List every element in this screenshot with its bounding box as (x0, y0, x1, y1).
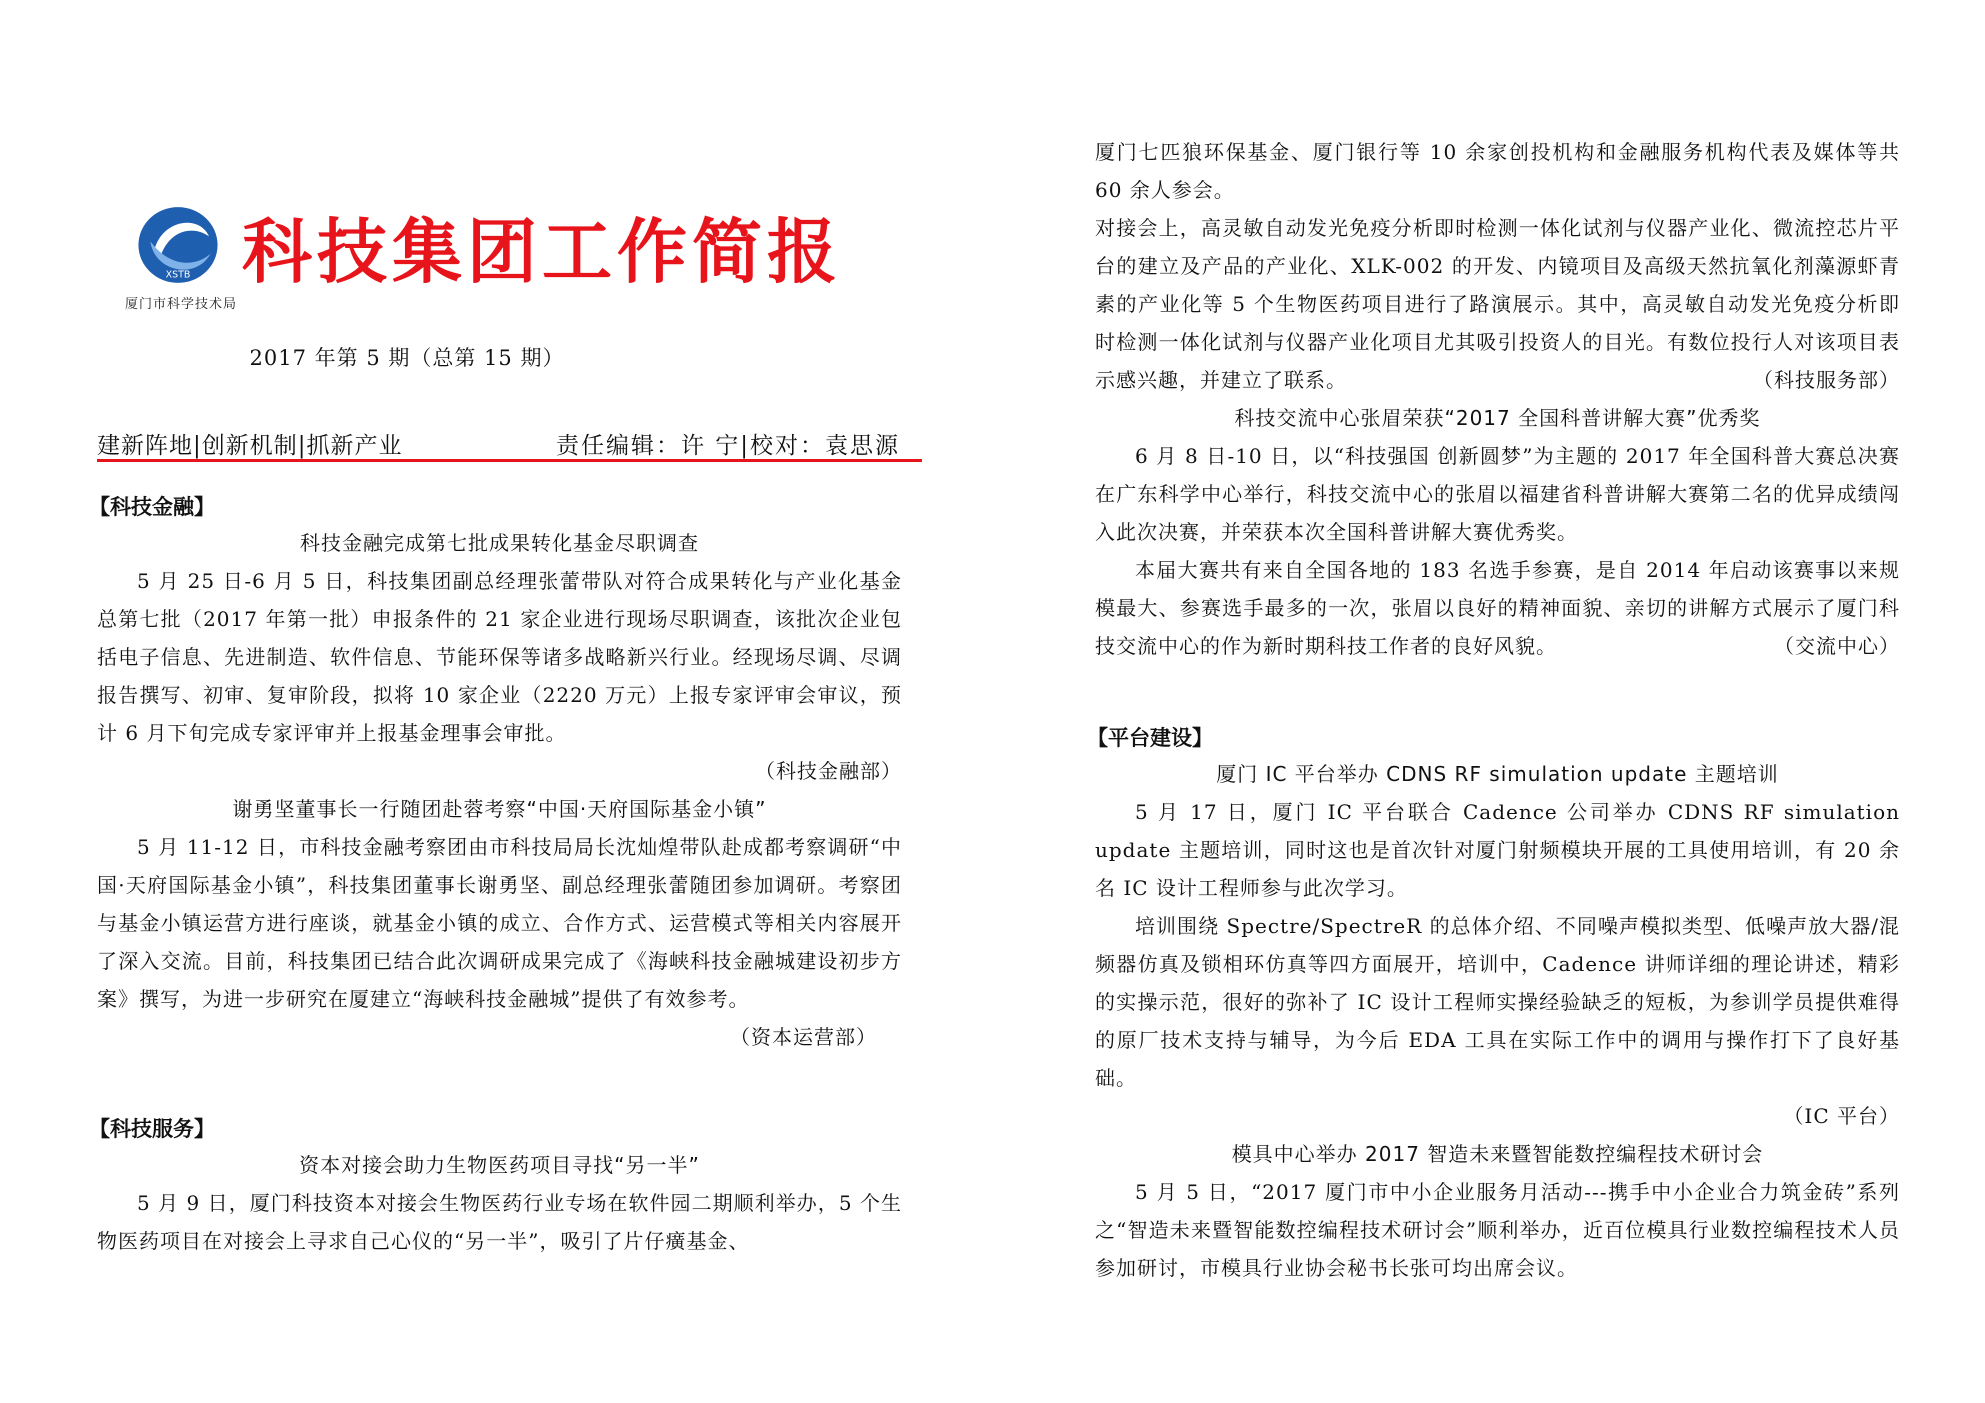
article-paragraph: 培训围绕 Spectre/SpectreR 的总体介绍、不同噪声模拟类型、低噪声放大器/混频器仿真及锁相环仿真等四方面展开，培训中，Cadence 讲师详细的理论讲述，精彩的实操示范，很好的弥补了 IC 设计工程师实操经验缺乏的短板，为参训学员提供难得的原厂技术支持与辅导，为今后 EDA 工具在实际工作中的调用与操作打下了良好基础。 (1095, 914, 1900, 1090)
section-heading: 【科技服务】 (89, 1117, 215, 1141)
slogan: 建新阵地|创新机制|抓新产业 (97, 433, 403, 459)
section-heading: 【平台建设】 (1087, 726, 1213, 750)
svg-text:XSTB: XSTB (165, 269, 191, 281)
article-title: 科技金融完成第七批成果转化基金尽职调查 (300, 531, 699, 555)
article-paragraph: 厦门七匹狼环保基金、厦门银行等 10 余家创投机构和金融服务机构代表及媒体等共 60 余人参会。 (1095, 140, 1900, 202)
article (97, 794, 902, 1056)
article-continued (1095, 133, 1900, 399)
article-paragraph: 5 月 5 日，“2017 厦门市中小企业服务月活动---携手中小企业合力筑金砖”系列之“智造未来暨智能数控编程技术研讨会”顺利举办，近百位模具行业数控编程技术人员参加研讨，市模具行业协会秘书长张可均出席会议。 (1095, 1180, 1900, 1280)
article (1095, 403, 1900, 665)
organization-name: 厦门市科学技术局 (125, 297, 238, 312)
slogan-bar (97, 424, 922, 462)
left-column (89, 0, 902, 1253)
article-source: （交流中心） (1774, 634, 1900, 658)
article-source: （IC 平台） (1783, 1104, 1900, 1128)
section-heading: 【科技金融】 (89, 495, 215, 519)
article-paragraph: 5 月 25 日-6 月 5 日，科技集团副总经理张蕾带队对符合成果转化与产业化基金总第七批（2017 年第一批）申报条件的 21 家企业进行现场尽职调查，该批次企业包括电子信息、先进制造、软件信息、节能环保等诸多战略新兴行业。经现场尽调、尽调报告撰写、初审、复审阶段，拟将 10 家企业（2220 万元）上报专家评审会审议，预计 6 月下旬完成专家评审并上报基金理事会审批。 (97, 569, 902, 745)
xstb-logo (135, 202, 221, 288)
article (1095, 1139, 1900, 1287)
article-title: 谢勇坚董事长一行随团赴蓉考察“中国·天府国际基金小镇” (232, 797, 767, 821)
newsletter-title: 科技集团工作简报 (242, 211, 842, 293)
article-title: 厦门 IC 平台举办 CDNS RF simulation update 主题培训 (1216, 762, 1779, 786)
article-paragraph: 本届大赛共有来自全国各地的 183 名选手参赛，是自 2014 年启动该赛事以来规模最大、参赛选手最多的一次，张眉以良好的精神面貌、亲切的讲解方式展示了厦门科技交流中心的作为新时期科技工作者的良好风貌。 (1095, 558, 1900, 658)
section-platform (1087, 723, 1900, 1287)
editor-credits: 责任编辑：许 宁|校对：袁思源 (555, 433, 900, 459)
article-title: 科技交流中心张眉荣获“2017 全国科普讲解大赛”优秀奖 (1234, 406, 1761, 430)
article-paragraph: 5 月 17 日，厦门 IC 平台联合 Cadence 公司举办 CDNS RF simulation update 主题培训，同时这也是首次针对厦门射频模块开展的工具使用培训，有 20 余名 IC 设计工程师参与此次学习。 (1095, 800, 1900, 900)
left-body (89, 474, 902, 1260)
article-source: （资本运营部） (730, 1025, 877, 1049)
article-source: （科技服务部） (1753, 368, 1900, 392)
article-paragraph: 5 月 9 日，厦门科技资本对接会生物医药行业专场在软件园二期顺利举办，5 个生物医药项目在对接会上寻求自己心仪的“另一半”，吸引了片仔癀基金、 (97, 1191, 902, 1253)
section-tech-finance (89, 492, 902, 1056)
article (97, 1150, 902, 1260)
article-source: （科技金融部） (755, 759, 902, 783)
red-divider (97, 459, 922, 462)
section-tech-service (89, 1114, 902, 1260)
article-title: 模具中心举办 2017 智造未来暨智能数控编程技术研讨会 (1231, 1142, 1764, 1166)
article (97, 528, 902, 790)
right-body (1087, 133, 1900, 1287)
article-paragraph: 5 月 11-12 日，市科技金融考察团由市科技局局长沈灿煌带队赴成都考察调研“中国·天府国际基金小镇”，科技集团董事长谢勇坚、副总经理张蕾随团参加调研。考察团与基金小镇运营方进行座谈，就基金小镇的成立、合作方式、运营模式等相关内容展开了深入交流。目前，科技集团已结合此次调研成果完成了《海峡科技金融城建设初步方案》撰写，为进一步研究在厦建立“海峡科技金融城”提供了有效参考。 (97, 835, 902, 1011)
masthead (97, 0, 902, 330)
article (1095, 759, 1900, 1135)
article-title: 资本对接会助力生物医药项目寻找“另一半” (299, 1153, 700, 1177)
issue-number: 2017 年第 5 期（总第 15 期） (249, 346, 565, 370)
article-paragraph: 6 月 8 日-10 日，以“科技强国 创新圆梦”为主题的 2017 年全国科普大赛总决赛在广东科学中心举行，科技交流中心的张眉以福建省科普讲解大赛第二名的优异成绩闯入此次决赛，并荣获本次全国科普讲解大赛优秀奖。 (1095, 444, 1900, 544)
article-paragraph: 对接会上，高灵敏自动发光免疫分析即时检测一体化试剂与仪器产业化、微流控芯片平台的建立及产品的产业化、XLK-002 的开发、内镜项目及高级天然抗氧化剂藻源虾青素的产业化等 5 个生物医药项目进行了路演展示。其中，高灵敏自动发光免疫分析即时检测一体化试剂与仪器产业化项目尤其吸引投资人的目光。有数位投行人对该项目表示感兴趣，并建立了联系。 (1095, 216, 1900, 392)
